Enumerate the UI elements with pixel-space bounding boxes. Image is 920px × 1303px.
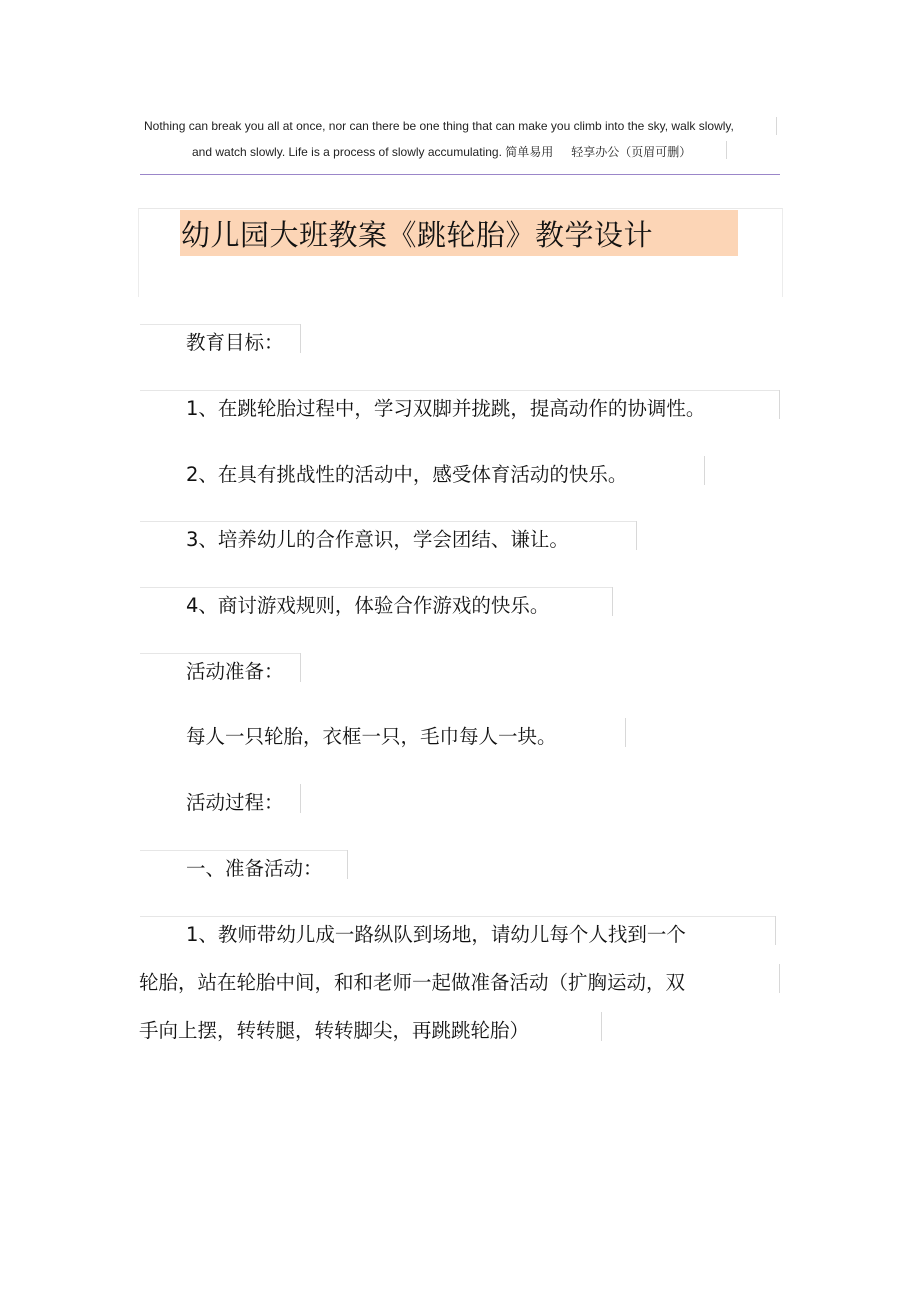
line-frame xyxy=(775,916,776,945)
line-frame xyxy=(300,324,301,353)
goal-item: 2、在具有挑战性的活动中，感受体育活动的快乐。 xyxy=(186,463,628,486)
goal-item: 4、商讨游戏规则，体验合作游戏的快乐。 xyxy=(186,594,550,617)
line-frame xyxy=(140,916,775,917)
page-title: 幼儿园大班教案《跳轮胎》教学设计 xyxy=(181,218,654,252)
prep-heading: 活动准备： xyxy=(186,660,284,683)
line-frame xyxy=(140,653,300,654)
header-rule xyxy=(140,174,780,175)
line-frame xyxy=(636,521,637,550)
line-frame xyxy=(140,521,636,522)
line-frame xyxy=(300,784,301,813)
header-tag: 轻享办公（页眉可删） xyxy=(571,145,692,159)
header-line-2 xyxy=(192,143,691,160)
line-frame xyxy=(612,587,613,616)
line-frame xyxy=(704,456,705,485)
paragraph-line: 手向上摆，转转腿，转转脚尖，再跳跳轮胎） xyxy=(139,1019,530,1042)
paragraph-line: 轮胎，站在轮胎中间，和和老师一起做准备活动（扩胸运动，双 xyxy=(139,971,686,994)
goal-item: 1、在跳轮胎过程中，学习双脚并拢跳，提高动作的协调性。 xyxy=(186,397,706,420)
line-frame xyxy=(601,1012,602,1041)
line-frame xyxy=(140,587,612,588)
line-frame xyxy=(779,964,780,993)
prep-text: 每人一只轮胎，衣框一只，毛巾每人一块。 xyxy=(186,725,557,748)
goals-heading: 教育目标： xyxy=(186,331,284,354)
section1-heading: 一、准备活动： xyxy=(186,857,323,880)
header-line-2-text: and watch slowly. Life is a process of slowly accumulating. 简单易用 xyxy=(192,145,554,159)
line-frame xyxy=(347,850,348,879)
process-heading: 活动过程： xyxy=(186,791,284,814)
paragraph-line: 1、教师带幼儿成一路纵队到场地，请幼儿每个人找到一个 xyxy=(186,923,686,946)
line-frame xyxy=(140,390,779,391)
header-line-1: Nothing can break you all at once, nor can there be one thing that can make you climb into the sky, walk slowly, xyxy=(144,119,734,133)
line-frame xyxy=(140,850,347,851)
header-divider xyxy=(726,141,727,159)
line-frame xyxy=(625,718,626,747)
line-frame xyxy=(300,653,301,682)
line-frame xyxy=(779,390,780,419)
line-frame xyxy=(140,324,300,325)
goal-item: 3、培养幼儿的合作意识，学会团结、谦让。 xyxy=(186,528,569,551)
header-divider xyxy=(776,117,777,135)
